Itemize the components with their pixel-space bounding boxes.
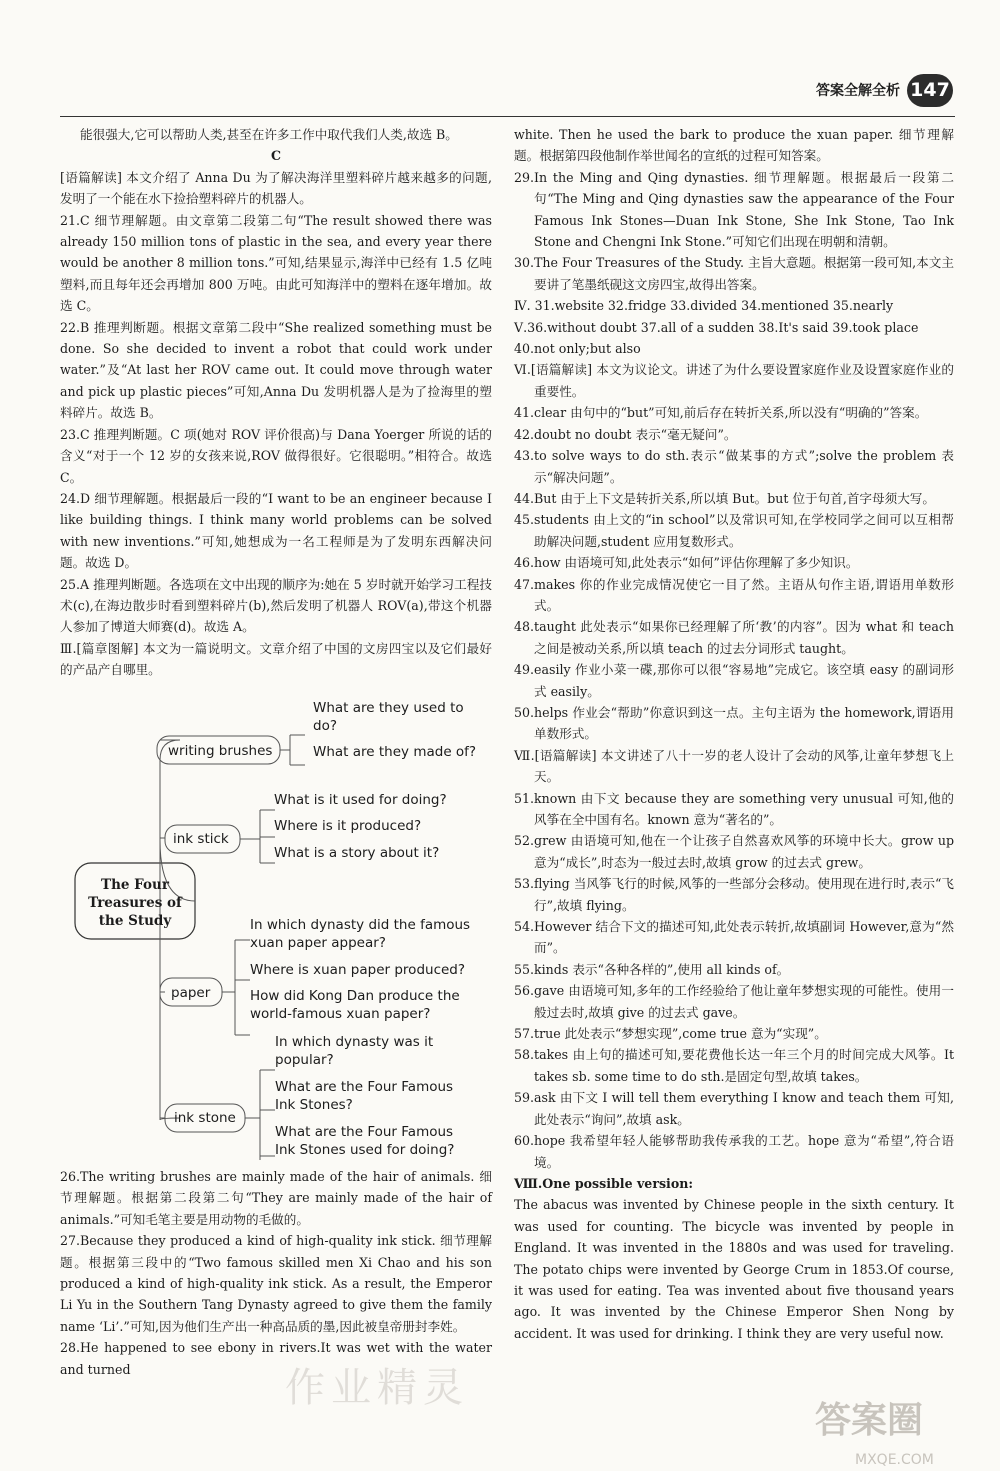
answer-40: 40.not only;but also: [514, 341, 641, 357]
branch-paper: paper: [171, 985, 211, 1001]
branch-writing-brushes: writing brushes: [168, 743, 273, 759]
section-viii-heading: Ⅷ.One possible version:: [514, 1175, 694, 1191]
q-paper-1: In which dynasty did the famous xuan paper appear?: [250, 917, 471, 951]
answer-47: 47.makes 你的作业完成情况使它一目了然。主语从句作主语,谓语用单数形式。: [514, 576, 954, 613]
left-para-2: [语篇解读] 本文介绍了 Anna Du 为了解决海洋里塑料碎片越来越多的问题,发明了一个能在水下捡拾塑料碎片的机器人。: [60, 169, 492, 207]
answer-56: 56.gave 由语境可知,多年的工作经验给了他让童年梦想实现的可能性。使用一般过去时,故填 give 的过去式 gave。: [514, 983, 954, 1020]
answer-51: 51.known 由下文 because they are something very unusual 可知,他的风筝在全中国有名。known 意为“著名的”。: [514, 790, 954, 827]
section-c-heading: C: [270, 148, 282, 164]
mind-map: [60, 690, 492, 1160]
q-paper-2: Where is xuan paper produced?: [250, 962, 466, 978]
answer-21: 21.C 细节理解题。由文章第二段第二句“The result showed there was already 150 million tons of plastic in the sea, and every year there would be another 8 million tons.”可知,结果显示,海洋中已经有 1.5 亿吨塑料,而且每年还会再增加 800 万吨。由此可知海洋中的塑料在逐年增加。故选 C。: [60, 212, 492, 314]
essay-text: The abacus was invented by Chinese people in the sixth century. It was used for counting. The bicycle was invented by people in England. It was invented in the 1880s and was used for traveling. The potato chips were invented by George Crum in 1853.Of course, it was used for eating. Tea was invented about five thousand years ago. It was invented by the Chinese Emperor Shen Nong by accident. It was used for drinking. I think they are very useful now.: [514, 1197, 954, 1341]
answer-30: 30.The Four Treasures of the Study. 主旨大意题。根据第一段可知,本文主要讲了笔墨纸砚这文房四宝,故得出答案。: [514, 255, 954, 292]
q-stick-2: Where is it produced?: [274, 818, 422, 834]
branch-ink-stick: ink stick: [173, 831, 229, 847]
right-para-0: white. Then he used the bark to produce the xuan paper. 细节理解题。根据第四段他制作举世闻名的宣纸的过程可知答案。: [514, 127, 954, 164]
site-logo: [815, 1400, 965, 1468]
answer-57: 57.true 此处表示“梦想实现”,come true 意为“实现”。: [514, 1026, 827, 1042]
answer-45: 45.students 由上文的“in school”以及常识可知,在学校同学之间可以互相帮助解决问题,student 应用复数形式。: [514, 512, 954, 549]
answer-59: 59.ask 由下文 I will tell them everything I know and teach them 可知,此处表示“询问”,故填 ask。: [514, 1090, 954, 1127]
answer-49: 49.easily 作业小菜一碟,那你可以很“容易地”完成它。该空填 easy 的副词形式 easily。: [514, 662, 954, 699]
answer-52: 52.grew 由语境可知,他在一个让孩子自然喜欢风筝的环境中长大。grow up 意为“成长”,时态为一般过去时,故填 grow 的过去式 grew。: [514, 833, 954, 870]
header-rule: [60, 116, 955, 117]
answer-24: 24.D 细节理解题。根据最后一段的“I want to be an engineer because I like building things. I think many world problems can be solved with new inventions.”可知,她想成为一名工程师是为了发明东西解决问题。故选 D。: [60, 490, 492, 571]
answer-43: 43.to solve ways to do sth.表示“做某事的方式”;solve the problem 表示“解决问题”。: [514, 448, 954, 485]
q-brushes-1: What are they used to do?: [313, 700, 464, 734]
answer-26: 26.The writing brushes are mainly made of the hair of animals. 细节理解题。根据第二段第二句“They are mainly made of the hair of animals.”可知毛笔主要是用动物的毛做的。: [60, 1169, 492, 1227]
answer-22: 22.B 推理判断题。根据文章第二段中“She realized something must be done. So she decided to invent a robot that could work under water.”及“At last her ROV came out. It could move through water and pick up plastic pieces”可知,Anna Du 发明机器人是为了捡海里的塑料碎片。故选 B。: [60, 319, 492, 421]
section-v: Ⅴ.36.without doubt 37.all of a sudden 38.It's said 39.took place: [514, 319, 919, 335]
answer-54: 54.However 结合下文的描述可知,此处表示转折,故填副词 However,意为“然而”。: [514, 919, 954, 956]
answer-23: 23.C 推理判断题。C 项(她对 ROV 评价很高)与 Dana Yoerger 所说的话的含义“对于一个 12 岁的女孩来说,ROV 做得很好。它很聪明。”相符合。故选 C。: [60, 426, 492, 485]
answer-42: 42.doubt no doubt 表示“毫无疑问”。: [514, 426, 737, 442]
q-stone-3: What are the Four Famous Ink Stones used for doing?: [275, 1124, 455, 1158]
left-column: [60, 124, 492, 681]
mind-map-center: The Four Treasures of the Study: [88, 877, 182, 929]
right-column: [514, 124, 954, 1344]
left-column-lower: [60, 1166, 492, 1380]
page-number: 147: [907, 74, 953, 107]
answer-28: 28.He happened to see ebony in rivers.It was wet with the water and turned: [60, 1340, 492, 1377]
answer-58: 58.takes 由上句的描述可知,要花费他长达一年三个月的时间完成大风筝。It takes sb. some time to do sth.是固定句型,故填 takes。: [514, 1047, 954, 1084]
section-vii-intro: Ⅶ.[语篇解读] 本文讲述了八十一岁的老人设计了会动的风筝,让童年梦想飞上天。: [514, 747, 954, 785]
answer-55: 55.kinds 表示“各种各样的”,使用 all kinds of。: [514, 961, 790, 977]
q-paper-3: How did Kong Dan produce the world-famous xuan paper?: [250, 988, 460, 1022]
q-stone-1: In which dynasty was it popular?: [275, 1034, 434, 1068]
answer-44: 44.But 由于上下文是转折关系,所以填 But。but 位于句首,首字母须大写。: [514, 490, 935, 506]
answer-46: 46.how 由语境可知,此处表示“如何”评估你理解了多少知识。: [514, 555, 859, 571]
site-logo-url: MXQE.COM: [855, 1452, 934, 1468]
q-stick-1: What is it used for doing?: [274, 792, 447, 808]
q-brushes-2: What are they made of?: [313, 744, 477, 760]
answer-25: 25.A 推理判断题。各选项在文中出现的顺序为:她在 5 岁时就开始学习工程技术(c),在海边散步时看到塑料碎片(b),然后发明了机器人 ROV(a),带这个机器人参加了博道大师赛(d)。故选 A。: [60, 576, 492, 635]
answer-60: 60.hope 我希望年轻人能够帮助我传承我的工艺。hope 意为“希望”,符合语境。: [514, 1133, 954, 1170]
section-iii-intro: Ⅲ.[篇章图解] 本文为一篇说明文。文章介绍了中国的文房四宝以及它们最好的产品产自哪里。: [60, 640, 492, 678]
section-vi-intro: Ⅵ.[语篇解读] 本文为议论文。讲述了为什么要设置家庭作业及设置家庭作业的重要性。: [514, 362, 954, 399]
section-iv: Ⅳ. 31.website 32.fridge 33.divided 34.mentioned 35.nearly: [514, 298, 894, 314]
header-title: 答案全解全析: [816, 83, 900, 99]
q-stone-2: What are the Four Famous Ink Stones?: [275, 1079, 454, 1113]
answer-27: 27.Because they produced a kind of high-quality ink stick. 细节理解题。根据第三段中的“Two famous skilled men Xi Chao and his son produced a kind of high-quality ink stick. As a result, the Emperor Li Yu in the Southern Tang Dynasty agreed to give them the family name ‘Li’.”可知,因为他们生产出一种高品质的墨,因此被皇帝册封李姓。: [60, 1233, 492, 1334]
answer-53: 53.flying 当风筝飞行的时候,风筝的一些部分会移动。使用现在进行时,表示“飞行”,故填 flying。: [514, 876, 954, 913]
left-para-0: 能很强大,它可以帮助人类,甚至在许多工作中取代我们人类,故选 B。: [80, 127, 458, 142]
branch-ink-stone: ink stone: [174, 1110, 236, 1126]
answer-29: 29.In the Ming and Qing dynasties. 细节理解题。根据最后一段第二句“The Ming and Qing dynasties saw the appearance of the Four Famous Ink Stones—Duan Ink Stone, She Ink Stone, Tao Ink Stone and Chengni Ink Stone.”可知它们出现在明朝和清朝。: [514, 169, 954, 250]
site-logo-text: 答案圈: [815, 1400, 924, 1441]
watermark: 作业精灵: [285, 1365, 469, 1411]
answer-48: 48.taught 此处表示“如果你已经理解了所‘教’的内容”。因为 what 和 teach 之间是被动关系,所以填 teach 的过去分词形式 taught。: [514, 619, 954, 656]
answer-41: 41.clear 由句中的“but”可知,前后存在转折关系,所以没有“明确的”答案。: [514, 405, 928, 421]
q-stick-3: What is a story about it?: [274, 845, 440, 861]
answer-50: 50.helps 作业会“帮助”你意识到这一点。主句主语为 the homework,谓语用单数形式。: [514, 704, 954, 742]
